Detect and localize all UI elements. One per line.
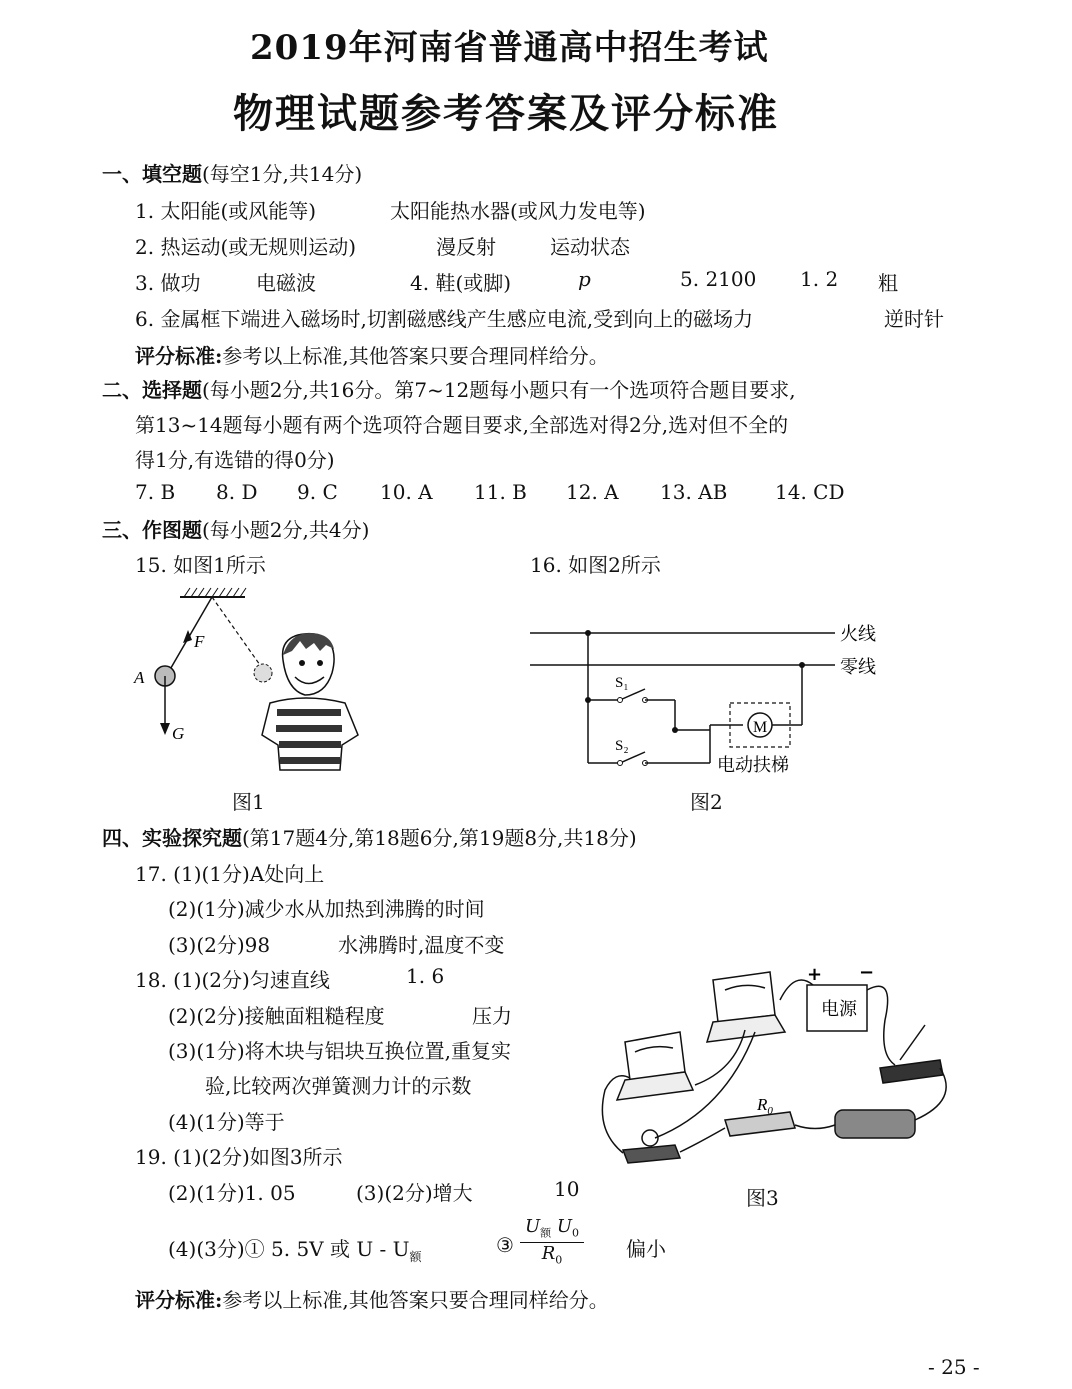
live-wire-label: 火线 — [840, 624, 876, 645]
q17-3b: 水沸腾时,温度不变 — [338, 933, 505, 957]
q19-4b: ③ — [496, 1233, 514, 1257]
q19-2b: (3)(2分)增大 — [356, 1181, 473, 1205]
q18-3a: (3)(1分)将木块与铝块互换位置,重复实 — [168, 1039, 512, 1063]
s1-line3c: 4. 鞋(或脚) — [410, 271, 512, 295]
s2-line3: 得1分,有选错的得0分) — [135, 448, 335, 472]
switch-s2-label: S₂ — [615, 738, 629, 754]
s1-line2a: 2. 热运动(或无规则运动) — [135, 235, 357, 259]
label-A: A — [134, 668, 145, 687]
s2-answer: 7. B — [135, 480, 176, 504]
s4-standard: 评分标准:参考以上标准,其他答案只要合理同样给分。 — [135, 1288, 609, 1312]
q18-1a: 18. (1)(2分)匀速直线 — [135, 968, 330, 992]
label-F: F — [194, 632, 205, 651]
s1-line2b: 漫反射 — [436, 235, 496, 259]
s1-line3d: p — [578, 267, 591, 291]
q19-1: 19. (1)(2分)如图3所示 — [135, 1145, 343, 1169]
page-number: - 25 - — [928, 1355, 980, 1379]
q19-fraction: $U_额$ $U_0$ $R_0$ — [520, 1216, 584, 1266]
s1-line1a: 1. 太阳能(或风能等) — [135, 199, 317, 223]
q18-4: (4)(1分)等于 — [168, 1110, 285, 1134]
q17-1: 17. (1)(1分)A处向上 — [135, 862, 325, 886]
s2-answer: 10. A — [380, 480, 433, 504]
s1-line6b: 逆时针 — [884, 307, 944, 331]
q19-2c: 10 — [554, 1177, 580, 1201]
q17-3a: (3)(2分)98 — [168, 933, 271, 957]
section3-heading: 三、作图题(每小题2分,共4分) — [102, 518, 370, 542]
q18-2b: 压力 — [472, 1004, 512, 1028]
s2-line2: 第13~14题每小题有两个选项符合题目要求,全部选对得2分,选对但不全的 — [135, 413, 789, 437]
q15-label: 15. 如图1所示 — [135, 553, 266, 577]
q19-4c: 偏小 — [626, 1237, 666, 1261]
s1-line3f: 1. 2 — [800, 267, 839, 291]
figure3-apparatus — [595, 960, 955, 1175]
s1-line1b: 太阳能热水器(或风力发电等) — [390, 199, 646, 223]
plus-label: + — [807, 964, 823, 985]
figure1-pendulum — [130, 585, 370, 775]
s2-answer: 13. AB — [660, 480, 728, 504]
s1-line3g: 粗 — [878, 271, 898, 295]
s1-standard: 评分标准:参考以上标准,其他答案只要合理同样给分。 — [135, 344, 609, 368]
q16-label: 16. 如图2所示 — [530, 553, 661, 577]
s1-line3e: 5. 2100 — [680, 267, 757, 291]
figure1-caption: 图1 — [232, 790, 265, 814]
minus-label: − — [859, 962, 875, 983]
q18-1b: 1. 6 — [406, 964, 445, 988]
figure2-circuit — [525, 615, 905, 785]
q19-2a: (2)(1分)1. 05 — [168, 1181, 296, 1205]
q18-2a: (2)(2分)接触面粗糙程度 — [168, 1004, 385, 1028]
motor-label: M — [753, 719, 768, 736]
figure3-caption: 图3 — [746, 1186, 779, 1210]
s2-answer: 11. B — [474, 480, 527, 504]
s1-line3a: 3. 做功 — [135, 271, 201, 295]
title-line2: 物理试题参考答案及评分标准 — [233, 90, 779, 137]
boy-illustration — [262, 633, 358, 770]
section1-heading: 一、填空题(每空1分,共14分) — [102, 162, 363, 186]
s1-line2c: 运动状态 — [550, 235, 630, 259]
q18-3b: 验,比较两次弹簧测力计的示数 — [205, 1074, 472, 1098]
escalator-label: 电动扶梯 — [717, 755, 789, 776]
s2-answer: 8. D — [216, 480, 258, 504]
s2-answer: 14. CD — [775, 480, 845, 504]
s2-answer: 9. C — [297, 480, 338, 504]
neutral-wire-label: 零线 — [840, 657, 876, 678]
s1-line3b: 电磁波 — [256, 271, 316, 295]
switch-s1-label: S₁ — [615, 675, 629, 691]
power-label: 电源 — [821, 999, 857, 1020]
section4-heading: 四、实验探究题(第17题4分,第18题6分,第19题8分,共18分) — [102, 826, 637, 850]
s2-answer: 12. A — [566, 480, 619, 504]
section2-heading: 二、选择题(每小题2分,共16分。第7~12题每小题只有一个选项符合题目要求, — [102, 378, 796, 402]
r0-label: $R_0$ — [757, 1095, 773, 1117]
q17-2: (2)(1分)减少水从加热到沸腾的时间 — [168, 897, 485, 921]
s1-line6a: 6. 金属框下端进入磁场时,切割磁感线产生感应电流,受到向上的磁场力 — [135, 307, 754, 331]
title-line1: 2019年河南省普通高中招生考试 — [250, 28, 769, 68]
figure2-caption: 图2 — [690, 790, 723, 814]
label-G: G — [172, 724, 185, 743]
q19-4a: (4)(3分)① 5. 5V 或 U - $U_额$ — [168, 1237, 422, 1264]
